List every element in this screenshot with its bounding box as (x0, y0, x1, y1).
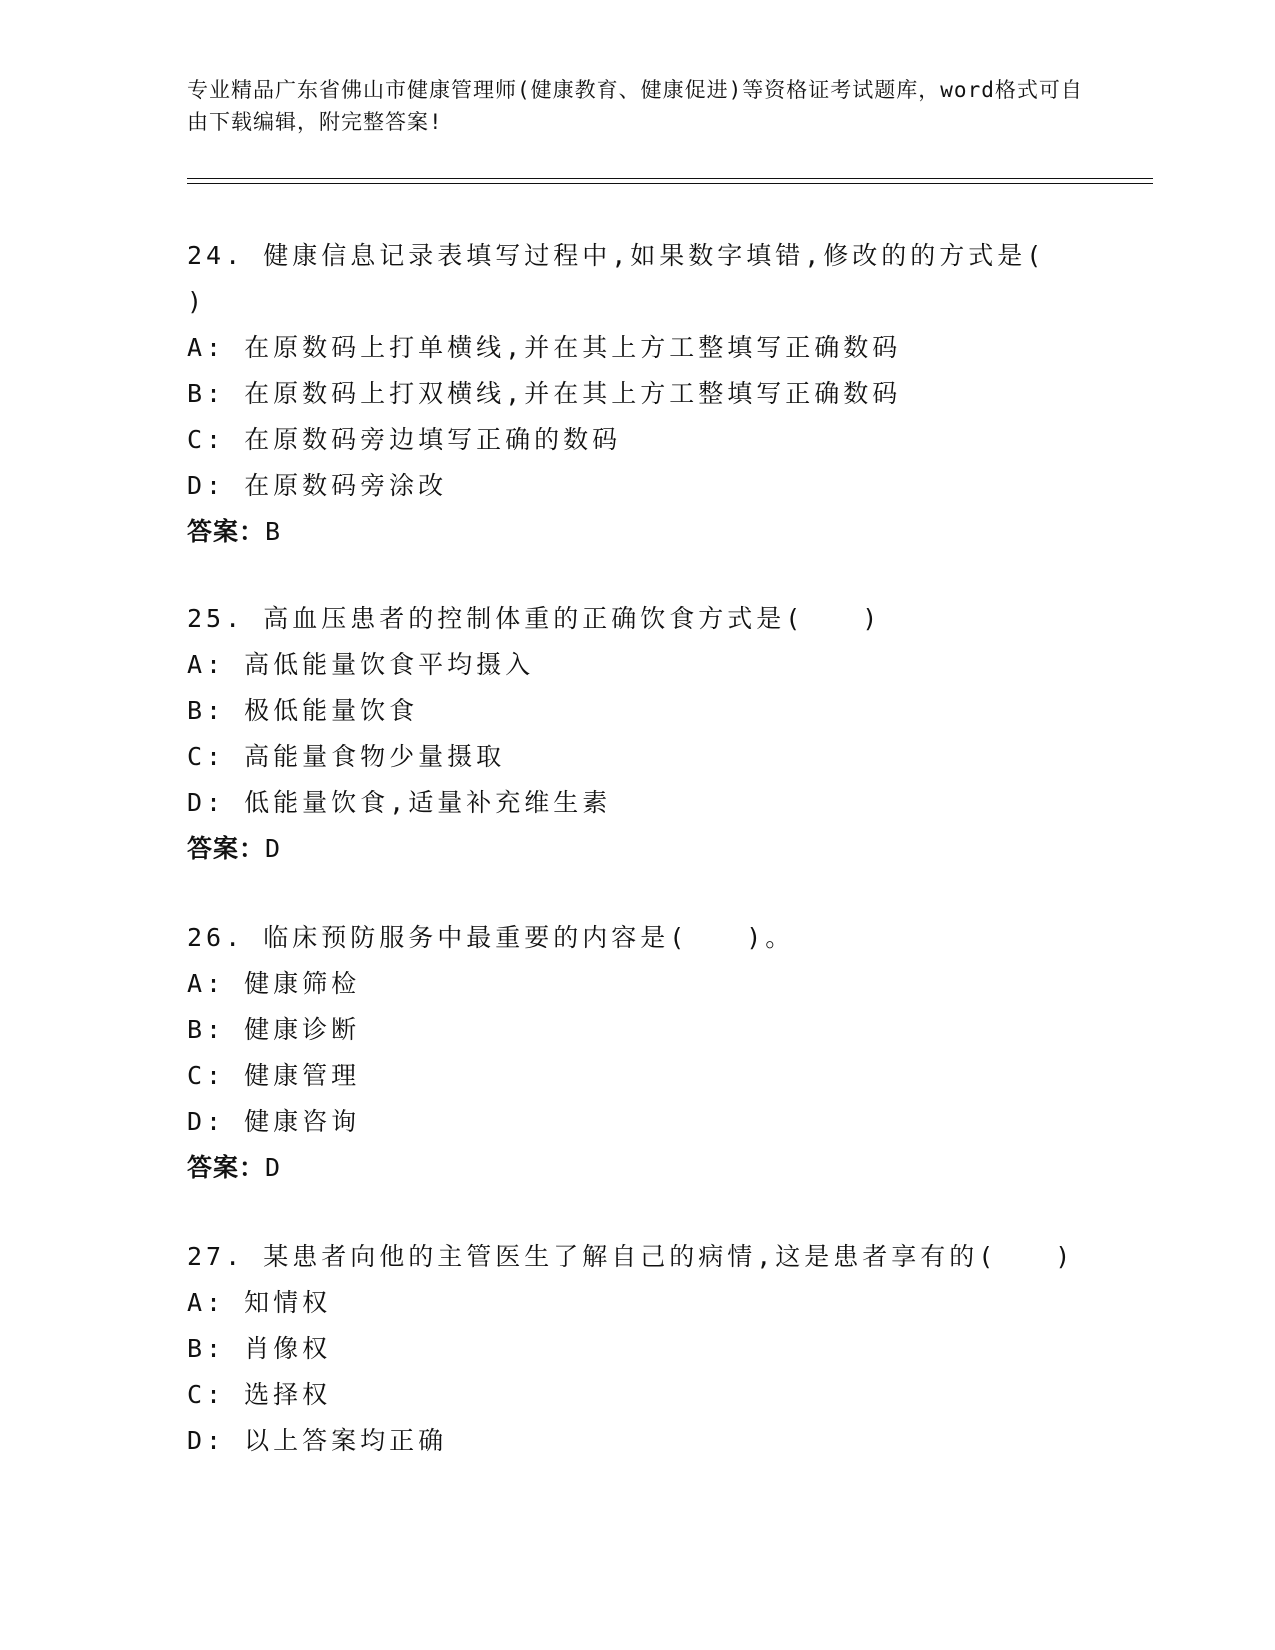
option-c: C: 健康管理 (187, 1061, 361, 1090)
document-header: 专业精品广东省佛山市健康管理师(健康教育、健康促进)等资格证考试题库，word格式可自由下载编辑，附完整答案! (187, 78, 1083, 134)
option-c: C: 高能量食物少量摄取 (187, 742, 506, 771)
answer-value: D (265, 834, 282, 863)
answer-label: 答案： (187, 517, 266, 546)
option-a: A: 知情权 (187, 1288, 332, 1317)
question-stem: 25. 高血压患者的控制体重的正确饮食方式是( ) (187, 604, 882, 633)
question-stem: 26. 临床预防服务中最重要的内容是( )。 (187, 923, 795, 952)
option-b: B: 肖像权 (187, 1334, 332, 1363)
option-d: D: 健康咨询 (187, 1107, 361, 1136)
answer-label: 答案： (187, 1153, 266, 1182)
option-b: B: 健康诊断 (187, 1015, 361, 1044)
answer-line (187, 1145, 1087, 1191)
option-a: A: 健康筛检 (187, 969, 361, 998)
question-26 (187, 915, 1087, 1191)
option-a: A: 在原数码上打单横线,并在其上方工整填写正确数码 (187, 333, 902, 362)
answer-line (187, 826, 1087, 872)
option-c: C: 在原数码旁边填写正确的数码 (187, 425, 622, 454)
answer-value: B (265, 517, 282, 546)
question-stem: 27. 某患者向他的主管医生了解自己的病情,这是患者享有的( ) (187, 1242, 1075, 1271)
question-24 (187, 233, 1087, 555)
question-25 (187, 596, 1087, 872)
option-b: B: 极低能量饮食 (187, 696, 419, 725)
answer-label: 答案： (187, 834, 266, 863)
option-b: B: 在原数码上打双横线,并在其上方工整填写正确数码 (187, 379, 902, 408)
header-rule-top (187, 178, 1153, 179)
option-a: A: 高低能量饮食平均摄入 (187, 650, 535, 679)
answer-value: D (265, 1153, 282, 1182)
option-d: D: 以上答案均正确 (187, 1426, 448, 1455)
option-d: D: 在原数码旁涂改 (187, 471, 448, 500)
question-stem: 24. 健康信息记录表填写过程中,如果数字填错,修改的的方式是( ) (187, 241, 1046, 316)
option-c: C: 选择权 (187, 1380, 332, 1409)
answer-line (187, 509, 1087, 555)
option-d: D: 低能量饮食,适量补充维生素 (187, 788, 612, 817)
question-27 (187, 1234, 1087, 1464)
header-rule-bottom (187, 183, 1153, 184)
